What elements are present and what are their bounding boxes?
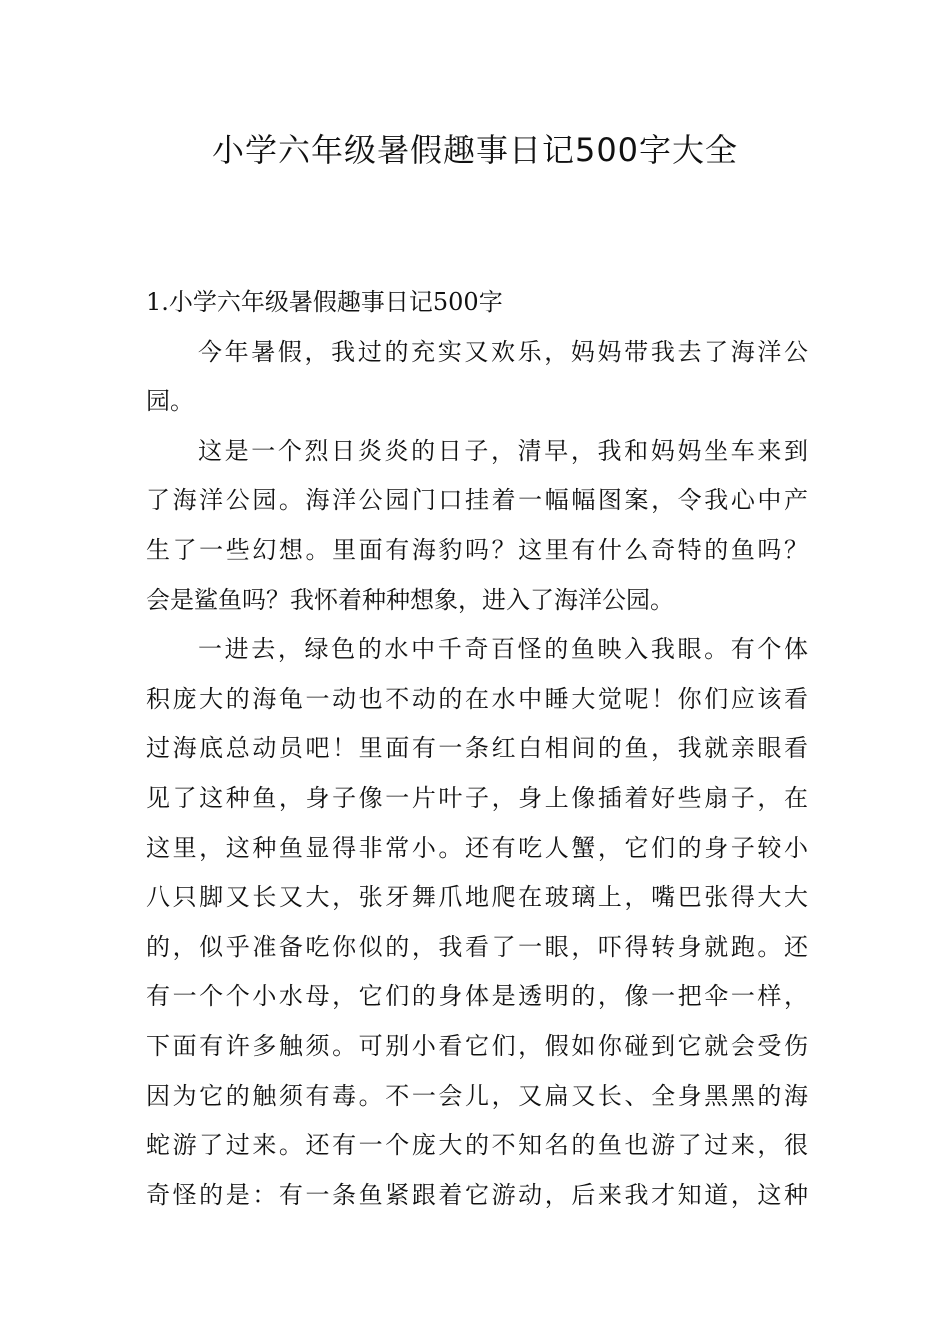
- paragraph-line: 一进去，绿色的水中千奇百怪的鱼映入我眼。有个体: [198, 635, 808, 664]
- paragraph-line: 了海洋公园。海洋公园门口挂着一幅幅图案，令我心中产: [146, 486, 808, 515]
- paragraph-line: 园。: [146, 387, 194, 416]
- paragraph-line: 积庞大的海龟一动也不动的在水中睡大觉呢！你们应该看: [146, 684, 808, 713]
- paragraph-line: 的，似乎准备吃你似的，我看了一眼，吓得转身就跑。还: [146, 932, 808, 961]
- paragraph-line: 蛇游了过来。还有一个庞大的不知名的鱼也游了过来，很: [146, 1131, 808, 1160]
- paragraph-line: 这是一个烈日炎炎的日子，清早，我和妈妈坐车来到: [198, 436, 808, 465]
- paragraph-line: 下面有许多触须。可别小看它们，假如你碰到它就会受伤: [146, 1031, 808, 1060]
- paragraph-line: 今年暑假，我过的充实又欢乐，妈妈带我去了海洋公: [198, 337, 808, 366]
- document-title: 小学六年级暑假趣事日记500字大全: [211, 131, 739, 169]
- paragraph-line: 过海底总动员吧！里面有一条红白相间的鱼，我就亲眼看: [146, 734, 808, 763]
- paragraph-line: 八只脚又长又大，张牙舞爪地爬在玻璃上，嘴巴张得大大: [146, 883, 808, 912]
- section-heading: 1.小学六年级暑假趣事日记500字: [146, 288, 503, 316]
- paragraph-line: 因为它的触须有毒。不一会儿，又扁又长、全身黑黑的海: [146, 1081, 808, 1110]
- paragraph-line: 这里，这种鱼显得非常小。还有吃人蟹，它们的身子较小: [146, 833, 808, 862]
- paragraph-line: 见了这种鱼，身子像一片叶子，身上像插着好些扇子，在: [146, 783, 808, 812]
- paragraph-line: 生了一些幻想。里面有海豹吗？这里有什么奇特的鱼吗？: [146, 535, 808, 564]
- paragraph-line: 会是鲨鱼吗？我怀着种种想象，进入了海洋公园。: [146, 585, 674, 614]
- paragraph-line: 有一个个小水母，它们的身体是透明的，像一把伞一样，: [146, 982, 808, 1011]
- paragraph-line: 奇怪的是：有一条鱼紧跟着它游动，后来我才知道，这种: [146, 1180, 808, 1209]
- document-body: [146, 278, 808, 1220]
